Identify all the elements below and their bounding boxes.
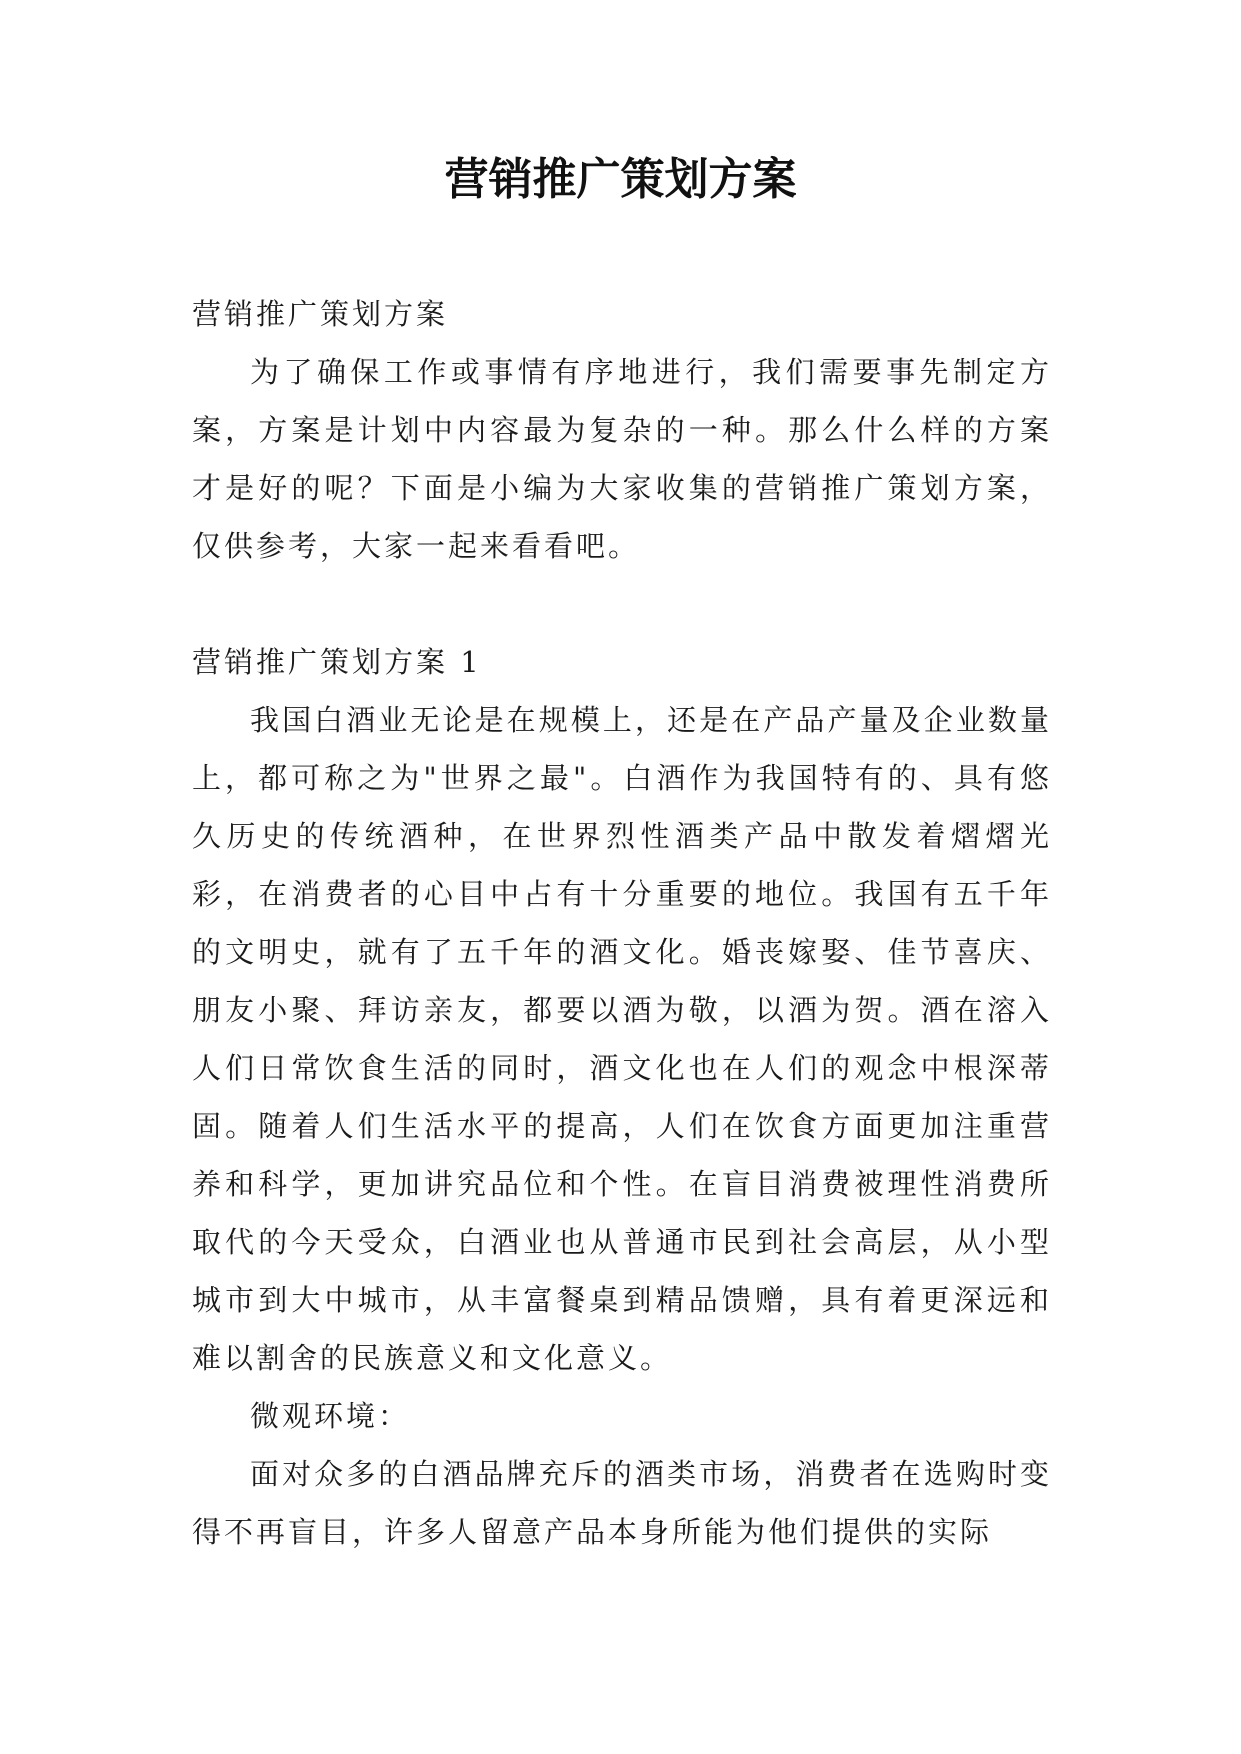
micro-env-label: 微观环境： xyxy=(250,1399,411,1433)
intro-paragraph: 为了确保工作或事情有序地进行，我们需要事先制定方案，方案是计划中内容最为复杂的一种。那么什么样的方案才是好的呢？下面是小编为大家收集的营销推广策划方案，仅供参考，大家一起来看看吧。 xyxy=(192,355,1052,563)
section1-heading: 营销推广策划方案 1 xyxy=(192,645,482,679)
intro-heading: 营销推广策划方案 xyxy=(192,297,449,331)
micro-env-paragraph: 面对众多的白酒品牌充斥的酒类市场，消费者在选购时变得不再盲目，许多人留意产品本身所能为他们提供的实际 xyxy=(192,1457,1052,1549)
section-gap xyxy=(192,575,1052,633)
section1-paragraph: 我国白酒业无论是在规模上，还是在产品产量及企业数量上，都可称之为"世界之最"。白酒作为我国特有的、具有悠久历史的传统酒种，在世界烈性酒类产品中散发着熠熠光彩，在消费者的心目中占有十分重要的地位。我国有五千年的文明史，就有了五千年的酒文化。婚丧嫁娶、佳节喜庆、朋友小聚、拜访亲友，都要以酒为敬，以酒为贺。酒在溶入人们日常饮食生活的同时，酒文化也在人们的观念中根深蒂固。随着人们生活水平的提高，人们在饮食方面更加注重营养和科学，更加讲究品位和个性。在盲目消费被理性消费所取代的今天受众，白酒业也从普通市民到社会高层，从小型城市到大中城市，从丰富餐桌到精品馈赠，具有着更深远和难以割舍的民族意义和文化意义。 xyxy=(192,703,1052,1375)
document-body xyxy=(192,285,1052,1561)
document-title: 营销推广策划方案 xyxy=(444,154,797,205)
